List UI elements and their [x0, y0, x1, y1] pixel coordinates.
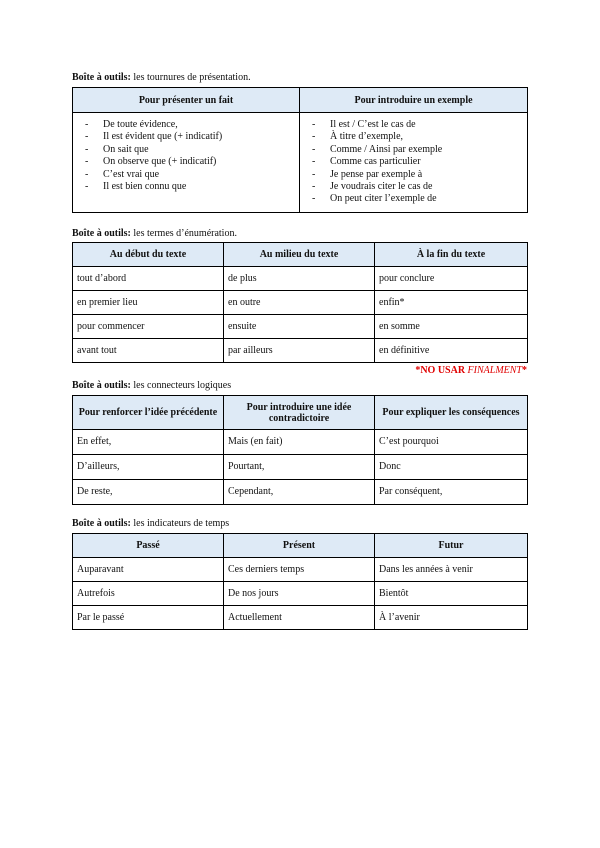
table-cell: Par conséquent, [375, 480, 528, 505]
list-cell-example [300, 113, 528, 213]
list-item: - À titre d’exemple, [308, 131, 519, 143]
section-title-bold: Boîte à outils: [72, 380, 131, 391]
list-item: - On observe que (+ indicatif) [81, 156, 291, 168]
table-row [73, 558, 528, 582]
list-present-fact [81, 119, 291, 193]
column-header: Présent [224, 534, 375, 558]
list-item: - Il est évident que (+ indicatif) [81, 131, 291, 143]
section-title-bold: Boîte à outils: [72, 72, 131, 83]
list-item: - Comme cas particulier [308, 156, 519, 168]
column-header: Pour renforcer l’idée précédente [73, 396, 224, 430]
section-title-text: les termes d’énumération. [130, 228, 237, 239]
table-cell: Dans les années à venir [375, 558, 528, 582]
table-cell: tout d’abord [73, 267, 224, 291]
list-item: - On sait que [81, 144, 291, 156]
list-cell-fact [73, 113, 300, 213]
list-item: - Comme / Ainsi par exemple [308, 144, 519, 156]
table-cell: De nos jours [224, 582, 375, 606]
table-cell: Bientôt [375, 582, 528, 606]
table-cell: Donc [375, 455, 528, 480]
table-row [73, 315, 528, 339]
column-header: Au début du texte [73, 243, 224, 267]
table-row [73, 480, 528, 505]
section-title-presentation [72, 72, 251, 84]
table-cell: Ces derniers temps [224, 558, 375, 582]
table-presentation [72, 87, 528, 213]
table-cell: Pourtant, [224, 455, 375, 480]
column-header: Futur [375, 534, 528, 558]
table-cell: en premier lieu [73, 291, 224, 315]
column-header: Pour introduire un exemple [300, 88, 528, 113]
warning-word: FINALMENT [467, 365, 522, 376]
table-cell: Autrefois [73, 582, 224, 606]
table-connectors [72, 395, 528, 505]
table-row [73, 430, 528, 455]
table-row [73, 606, 528, 630]
list-item: - On peut citer l’exemple de [308, 193, 519, 205]
list-item: - Je voudrais citer le cas de [308, 181, 519, 193]
section-title-bold: Boîte à outils: [72, 518, 131, 529]
table-row [73, 455, 528, 480]
column-header: Passé [73, 534, 224, 558]
list-introduce-example [308, 119, 519, 206]
warning-prefix: *NO USAR [415, 365, 468, 376]
section-title-enumeration [72, 228, 237, 240]
table-cell: Par le passé [73, 606, 224, 630]
table-cell: C’est pourquoi [375, 430, 528, 455]
table-row [73, 339, 528, 363]
section-title-text: les indicateurs de temps [130, 518, 230, 529]
table-cell: enfin* [375, 291, 528, 315]
list-item: - C’est vrai que [81, 169, 291, 181]
table-cell: D’ailleurs, [73, 455, 224, 480]
column-header: Pour présenter un fait [73, 88, 300, 113]
section-title-connectors [72, 380, 231, 392]
section-title-text: les tournures de présentation. [130, 72, 251, 83]
list-item: - Il est / C’est le cas de [308, 119, 519, 131]
table-cell: Auparavant [73, 558, 224, 582]
column-header: Pour introduire une idée contradictoire [224, 396, 375, 430]
table-cell: Cependant, [224, 480, 375, 505]
table-enumeration [72, 242, 528, 363]
column-header: À la fin du texte [375, 243, 528, 267]
section-title-time [72, 518, 229, 530]
table-cell: par ailleurs [224, 339, 375, 363]
table-cell: À l’avenir [375, 606, 528, 630]
table-cell: pour conclure [375, 267, 528, 291]
table-cell: pour commencer [73, 315, 224, 339]
list-item: - Il est bien connu que [81, 181, 291, 193]
table-cell: Mais (en fait) [224, 430, 375, 455]
list-item: - De toute évidence, [81, 119, 291, 131]
section-title-text: les connecteurs logiques [130, 380, 232, 391]
table-row [73, 582, 528, 606]
list-item: - Je pense par exemple à [308, 169, 519, 181]
column-header: Pour expliquer les conséquences [375, 396, 528, 430]
table-cell: en définitive [375, 339, 528, 363]
table-time-indicators [72, 533, 528, 630]
table-cell: en somme [375, 315, 528, 339]
table-cell: de plus [224, 267, 375, 291]
table-cell: en outre [224, 291, 375, 315]
column-header: Au milieu du texte [224, 243, 375, 267]
warning-note [415, 365, 527, 376]
table-cell: ensuite [224, 315, 375, 339]
warning-suffix: * [522, 365, 527, 376]
table-cell: En effet, [73, 430, 224, 455]
section-title-bold: Boîte à outils: [72, 228, 131, 239]
table-cell: De reste, [73, 480, 224, 505]
table-row [73, 267, 528, 291]
table-row [73, 291, 528, 315]
table-cell: avant tout [73, 339, 224, 363]
table-cell: Actuellement [224, 606, 375, 630]
